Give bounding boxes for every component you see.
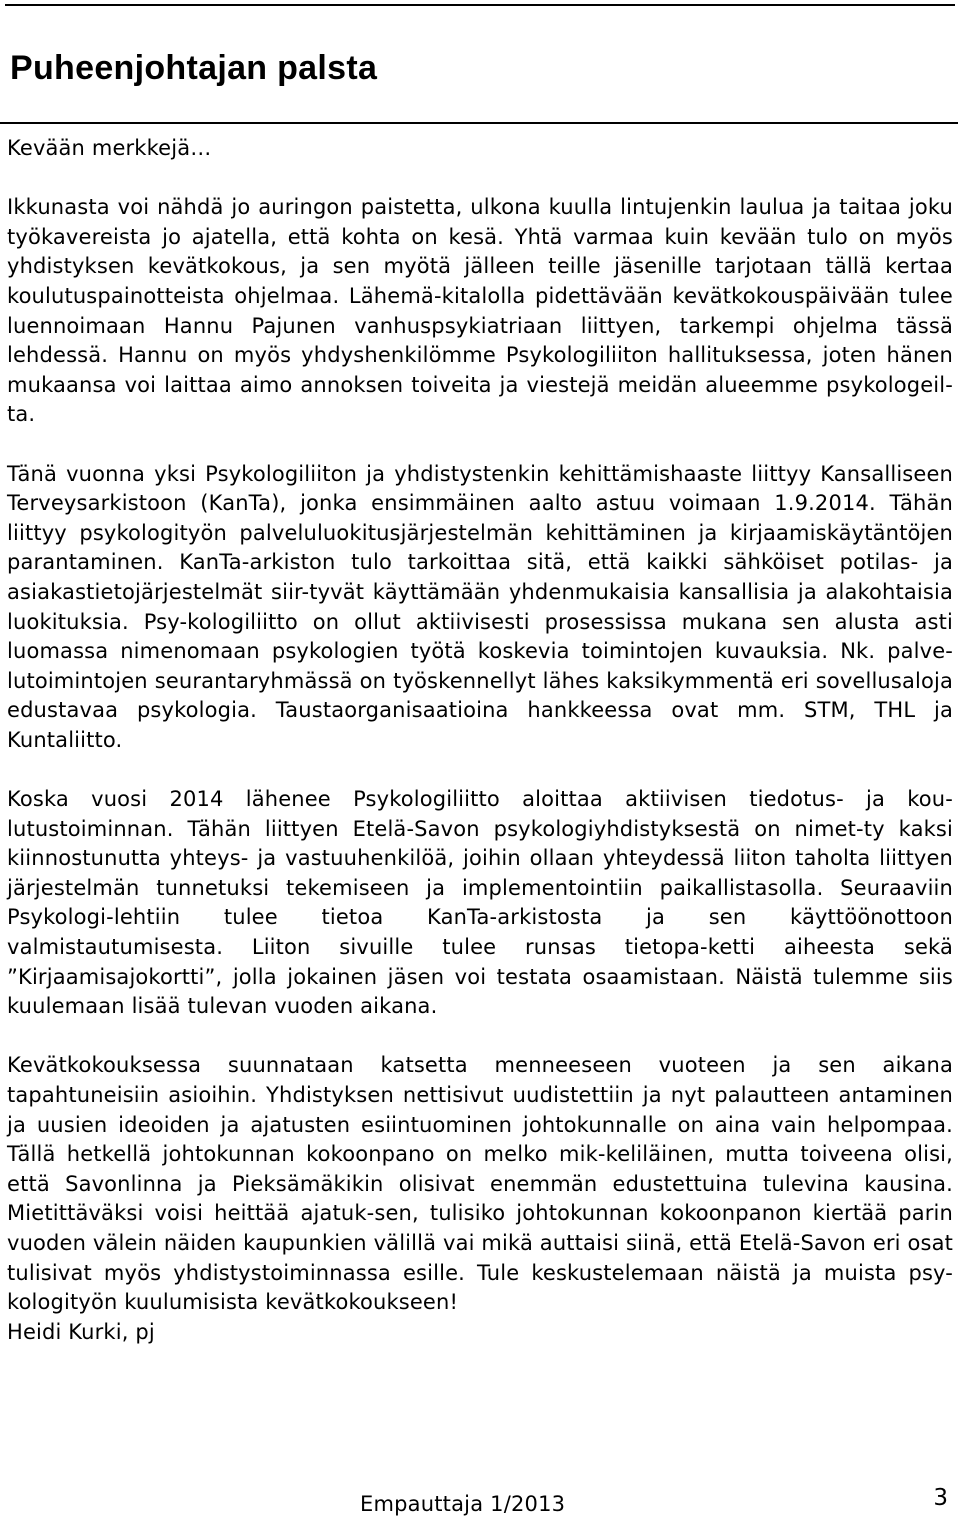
page-number: 3 [933, 1485, 948, 1511]
article-subtitle: Kevään merkkejä… [7, 136, 212, 160]
paragraph-4: Kevätkokouksessa suunnataan katsetta menneeseen vuoteen ja sen aikana tapahtuneisiin asioihin. Yhdistyksen nettisivut uudistettiin ja nyt palautteen antaminen ja uusien ideoiden ja ajatusten esiintuominen johtokunnalle on aina vain helpompaa. Tällä hetkellä johtokunnan kokoonpano on melko mik-keliläinen, mutta toiveena olisi, että Savonlinna ja Pieksämäkikin olisivat enemmän edustettuina tulevina kausina. Mietittäväksi voisi heittää ajatuk-sen, tulisiko johtokunnan kokoonpanon kiertää parin vuoden välein näiden kaupunkien välillä vai mikä auttaisi siinä, että Etelä-Savon eri osat tulisivat myös yhdistystoiminnassa esille. Tule keskustelemaan näistä ja muista psy-kologityön kuulumisista kevätkokoukseen! [7, 1053, 953, 1315]
paragraph-3: Koska vuosi 2014 lähenee Psykologiliitto aloittaa aktiivisen tiedotus- ja kou-lutustoiminnan. Tähän liittyen Etelä-Savon psykologiyhdistyksestä on nimet-ty kaksi kiinnostunutta yhteys- ja vastuuhenkilöä, joihin ollaan yhteydessä liiton taholta liittyen järjestelmän tunnetuksi tekemiseen ja implementointiin paikallistasolla. Seuraaviin Psykologi-lehtiin tulee tietoa KanTa-arkistosta ja sen käyttöönottoon valmistautumisesta. Liiton sivuille tulee runsas tietopa-ketti aiheesta sekä ”Kirjaamisajokortti”, jolla jokainen jäsen voi testata osaamistaan. Näistä tulemme siis kuulemaan lisää tulevan vuoden aikana. [7, 787, 953, 1019]
page-title: Puheenjohtajan palsta [10, 49, 378, 87]
paragraph-2: Tänä vuonna yksi Psykologiliiton ja yhdistystenkin kehittämishaaste liittyy Kansalliseen Terveysarkistoon (KanTa), jonka ensimmäinen aalto astuu voimaan 1.9.2014. Tähän liittyy psykologityön palveluluokitusjärjestelmän kehittäminen ja kirjaamiskäytäntöjen parantaminen. KanTa-arkiston tulo tarkoittaa sitä, että kaikki sähköiset potilas- ja asiakastietojärjestelmät siir-tyvät käyttämään yhdenmukaisia kansallisia ja alakohtaisia luokituksia. Psy-kologiliitto on ollut aktiivisesti prosessissa mukana sen alusta asti luomassa nimenomaan psykologien työtä koskevia toimintojen kuvauksia. Nk. palve-lutoimintojen seurantaryhmässä on työskennellyt lähes kaksikymmentä eri sovellusaloja edustavaa psykologia. Taustaorganisaatioina hankkeessa ovat mm. STM, THL ja Kuntaliitto. [7, 461, 953, 752]
top-rule [5, 4, 955, 6]
footer-publication: Empauttaja 1/2013 [360, 1492, 566, 1516]
signature: Heidi Kurki, pj [7, 1319, 155, 1344]
title-divider [0, 122, 958, 124]
paragraph-1: Ikkunasta voi nähdä jo auringon paistetta, ulkona kuulla lintujenkin laulua ja taitaa joku työkavereista jo ajatella, että kohta on kesä. Yhtä varmaa kuin kevään tulo on myös yhdistyksen kevätkokous, ja sen myötä jälleen teille jäsenille tarjotaan tällä kertaa koulutuspainotteista ohjelmaa. Lähemä-kitalolla pidettävään kevätkokouspäivään tulee luennoimaan Hannu Pajunen vanhuspsykiatriaan liittyen, tarkempi ohjelma tässä lehdessä. Hannu on myös yhdyshenkilömme Psykologiliiton hallituksessa, joten hänen mukaansa voi laittaa aimo annoksen toiveita ja viestejä meidän alueemme psykologeil-ta. [7, 195, 953, 427]
article-body [7, 134, 953, 1347]
